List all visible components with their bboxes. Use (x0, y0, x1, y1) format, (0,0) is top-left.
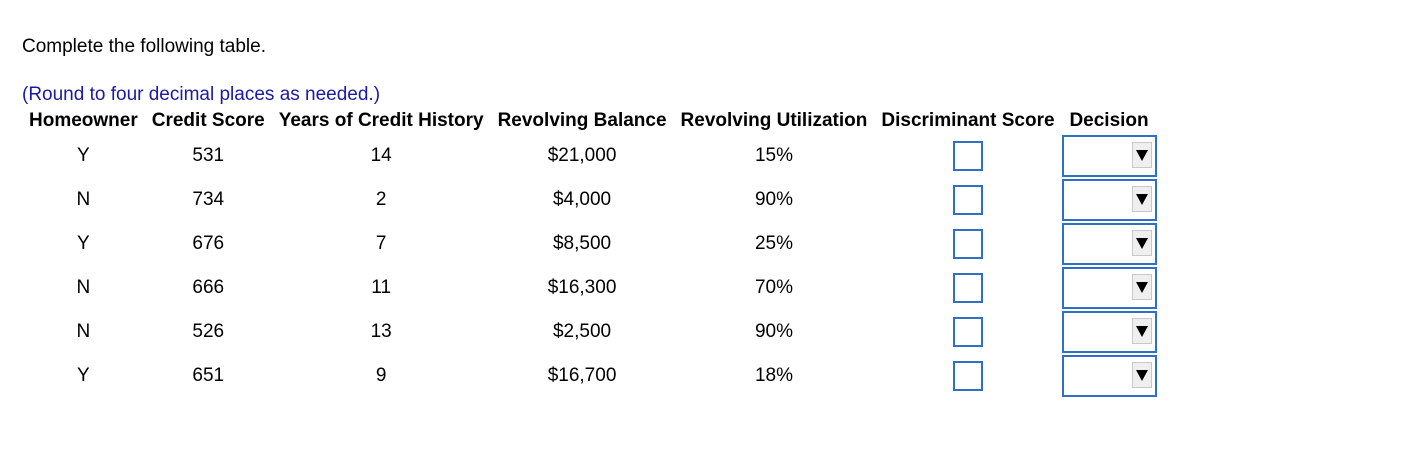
decision-dropdown[interactable] (1062, 311, 1157, 353)
credit-score-cell: 531 (192, 145, 225, 166)
credit-score-cell: 651 (192, 365, 225, 386)
years-cell: 11 (371, 277, 392, 298)
header-revolving-utilization: Revolving Utilization (680, 110, 868, 131)
triangle-down-icon[interactable] (1132, 230, 1152, 256)
table-row (22, 134, 1157, 178)
utilization-cell: 90% (754, 189, 793, 210)
header-revolving-balance: Revolving Balance (497, 110, 667, 131)
discriminant-score-input[interactable] (953, 317, 983, 347)
table-row (22, 178, 1157, 222)
discriminant-cell (874, 354, 1061, 398)
discriminant-cell (874, 310, 1061, 354)
years-cell: 14 (370, 145, 392, 166)
discriminant-cell (874, 222, 1061, 266)
balance-cell: $8,500 (552, 233, 612, 254)
instruction-text: Complete the following table. (22, 36, 266, 57)
table-row (22, 222, 1157, 266)
utilization-cell: 15% (754, 145, 793, 166)
homeowner-cell: Y (77, 365, 90, 386)
rounding-hint: (Round to four decimal places as needed.) (22, 84, 381, 105)
triangle-down-icon[interactable] (1132, 362, 1152, 388)
balance-cell: $16,700 (547, 365, 617, 386)
triangle-down-icon[interactable] (1132, 274, 1152, 300)
balance-cell: $16,300 (547, 277, 617, 298)
credit-score-cell: 526 (192, 321, 225, 342)
discriminant-score-input[interactable] (953, 229, 983, 259)
homeowner-cell: N (76, 277, 91, 298)
utilization-cell: 90% (754, 321, 793, 342)
balance-cell: $2,500 (552, 321, 612, 342)
discriminant-cell (874, 178, 1061, 222)
homeowner-cell: N (76, 321, 91, 342)
decision-cell (1062, 354, 1157, 398)
table-row (22, 354, 1157, 398)
utilization-cell: 25% (754, 233, 793, 254)
triangle-down-icon[interactable] (1132, 142, 1152, 168)
decision-dropdown[interactable] (1062, 355, 1157, 397)
balance-cell: $4,000 (552, 189, 612, 210)
utilization-cell: 18% (754, 365, 793, 386)
discriminant-score-input[interactable] (953, 273, 983, 303)
credit-score-cell: 676 (192, 233, 225, 254)
credit-score-cell: 666 (192, 277, 225, 298)
header-discriminant-score: Discriminant Score (881, 110, 1055, 131)
decision-cell (1062, 178, 1157, 222)
years-cell: 13 (370, 321, 392, 342)
homeowner-cell: Y (77, 233, 90, 254)
header-homeowner: Homeowner (29, 110, 138, 131)
credit-table (22, 108, 1157, 398)
decision-dropdown[interactable] (1062, 223, 1157, 265)
table-header-row (22, 108, 1157, 134)
homeowner-cell: N (76, 189, 91, 210)
discriminant-cell (874, 134, 1061, 178)
homeowner-cell: Y (77, 145, 90, 166)
years-cell: 9 (375, 365, 387, 386)
header-credit-score: Credit Score (151, 110, 265, 131)
header-decision: Decision (1069, 110, 1149, 131)
discriminant-cell (874, 266, 1061, 310)
decision-dropdown[interactable] (1062, 179, 1157, 221)
discriminant-score-input[interactable] (953, 141, 983, 171)
triangle-down-icon[interactable] (1132, 318, 1152, 344)
discriminant-score-input[interactable] (953, 361, 983, 391)
header-years-credit-history: Years of Credit History (278, 110, 484, 131)
table-row (22, 266, 1157, 310)
balance-cell: $21,000 (547, 145, 617, 166)
credit-score-cell: 734 (192, 189, 225, 210)
decision-dropdown[interactable] (1062, 135, 1157, 177)
decision-dropdown[interactable] (1062, 267, 1157, 309)
table-row (22, 310, 1157, 354)
discriminant-score-input[interactable] (953, 185, 983, 215)
decision-cell (1062, 266, 1157, 310)
triangle-down-icon[interactable] (1132, 186, 1152, 212)
decision-cell (1062, 134, 1157, 178)
decision-cell (1062, 310, 1157, 354)
years-cell: 7 (375, 233, 387, 254)
utilization-cell: 70% (754, 277, 793, 298)
years-cell: 2 (375, 189, 387, 210)
decision-cell (1062, 222, 1157, 266)
